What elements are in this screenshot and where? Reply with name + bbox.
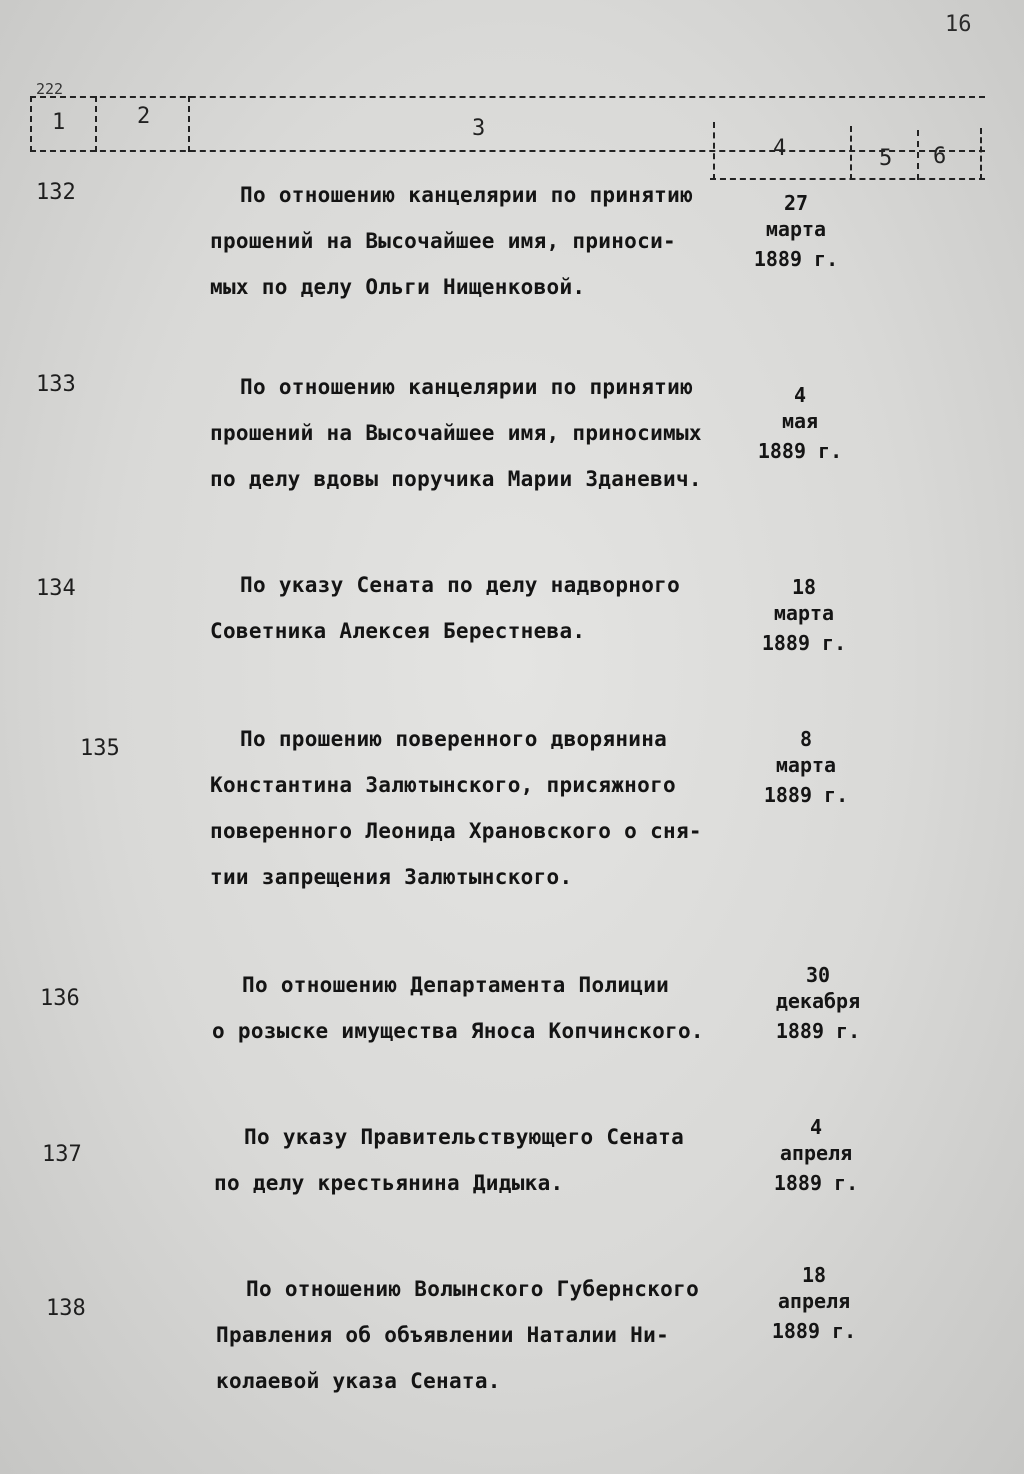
date-day: 18 (791, 575, 817, 599)
date-day: 27 (783, 191, 809, 215)
description-line: колаевой указа Сената. (216, 1369, 501, 1393)
entry-description (210, 364, 770, 502)
entry-description (216, 1266, 776, 1404)
entry-number: 138 (46, 1296, 86, 1321)
header-col-5: 5 (879, 146, 893, 171)
header-col-4: 4 (773, 136, 787, 161)
description-line: о розыске имущества Яноса Копчинского. (212, 1019, 704, 1043)
entry-number: 135 (80, 736, 120, 761)
description-line: по делу крестьянина Дидыка. (214, 1171, 564, 1195)
description-line: По прошению поверенного дворянина (240, 727, 668, 751)
date-year: 1889 г. (775, 1019, 861, 1043)
date-month: апреля (779, 1141, 853, 1165)
header-divider-4-5 (850, 126, 852, 180)
entry-number: 133 (36, 372, 76, 397)
entry-number: 132 (36, 180, 76, 205)
date-year: 1889 г. (763, 783, 849, 807)
date-year: 1889 г. (753, 247, 839, 271)
header-divider-5-6 (917, 130, 919, 180)
date-month: марта (773, 601, 835, 625)
entry-date (746, 726, 866, 808)
date-day: 18 (801, 1263, 827, 1287)
description-line: Константина Залютынского, присяжного (210, 773, 676, 797)
description-line: По отношению канцелярии по принятию (240, 183, 694, 207)
header-bottom-rule (30, 150, 985, 152)
date-month: марта (765, 217, 827, 241)
description-line: Правления об объявлении Наталии Ни- (216, 1323, 670, 1347)
page-number: 16 (945, 12, 972, 37)
description-line: Советника Алексея Берестнева. (210, 619, 586, 643)
entry-description (210, 716, 770, 900)
entry-date (740, 382, 860, 464)
entry-number: 134 (36, 576, 76, 601)
description-line: по делу вдовы поручика Марии Зданевич. (210, 467, 702, 491)
date-month: мая (781, 409, 819, 433)
date-day: 4 (793, 383, 807, 407)
header-divider-1-2 (95, 96, 97, 152)
date-day: 4 (809, 1115, 823, 1139)
entry-description (210, 562, 770, 654)
date-year: 1889 г. (757, 439, 843, 463)
description-line: По указу Сената по делу надворного (240, 573, 681, 597)
header-divider-left (30, 96, 32, 152)
header-col-1: 1 (52, 110, 66, 135)
description-line: По отношению Волынского Губернского (246, 1277, 700, 1301)
date-day: 8 (799, 727, 813, 751)
entry-number: 137 (42, 1142, 82, 1167)
date-month: марта (775, 753, 837, 777)
description-line: прошений на Высочайшее имя, приноси- (210, 229, 676, 253)
entry-description (214, 1114, 774, 1206)
crossed-page-mark: 222 (36, 80, 64, 98)
header-divider-right (980, 128, 982, 180)
header-top-rule (30, 96, 985, 98)
header-col-6: 6 (933, 144, 947, 169)
header-divider-2-3 (188, 96, 190, 152)
entry-date (758, 962, 878, 1044)
header-col-2: 2 (137, 104, 151, 129)
date-year: 1889 г. (771, 1319, 857, 1343)
date-year: 1889 г. (761, 631, 847, 655)
description-line: поверенного Леонида Храновского о сня- (210, 819, 702, 843)
description-line: мых по делу Ольги Нищенковой. (210, 275, 586, 299)
date-month: апреля (777, 1289, 851, 1313)
description-line: тии запрещения Залютынского. (210, 865, 573, 889)
entry-description (212, 962, 772, 1054)
entry-description (210, 172, 770, 310)
date-day: 30 (805, 963, 831, 987)
date-year: 1889 г. (773, 1171, 859, 1195)
entry-date (754, 1262, 874, 1344)
header-col-3: 3 (472, 116, 486, 141)
description-line: прошений на Высочайшее имя, приносимых (210, 421, 702, 445)
entry-number: 136 (40, 986, 80, 1011)
description-line: По отношению канцелярии по принятию (240, 375, 694, 399)
entry-date (736, 190, 856, 272)
description-line: По отношению Департамента Полиции (242, 973, 670, 997)
date-month: декабря (775, 989, 861, 1013)
description-line: По указу Правительствующего Сената (244, 1125, 685, 1149)
entry-date (756, 1114, 876, 1196)
entry-date (744, 574, 864, 656)
